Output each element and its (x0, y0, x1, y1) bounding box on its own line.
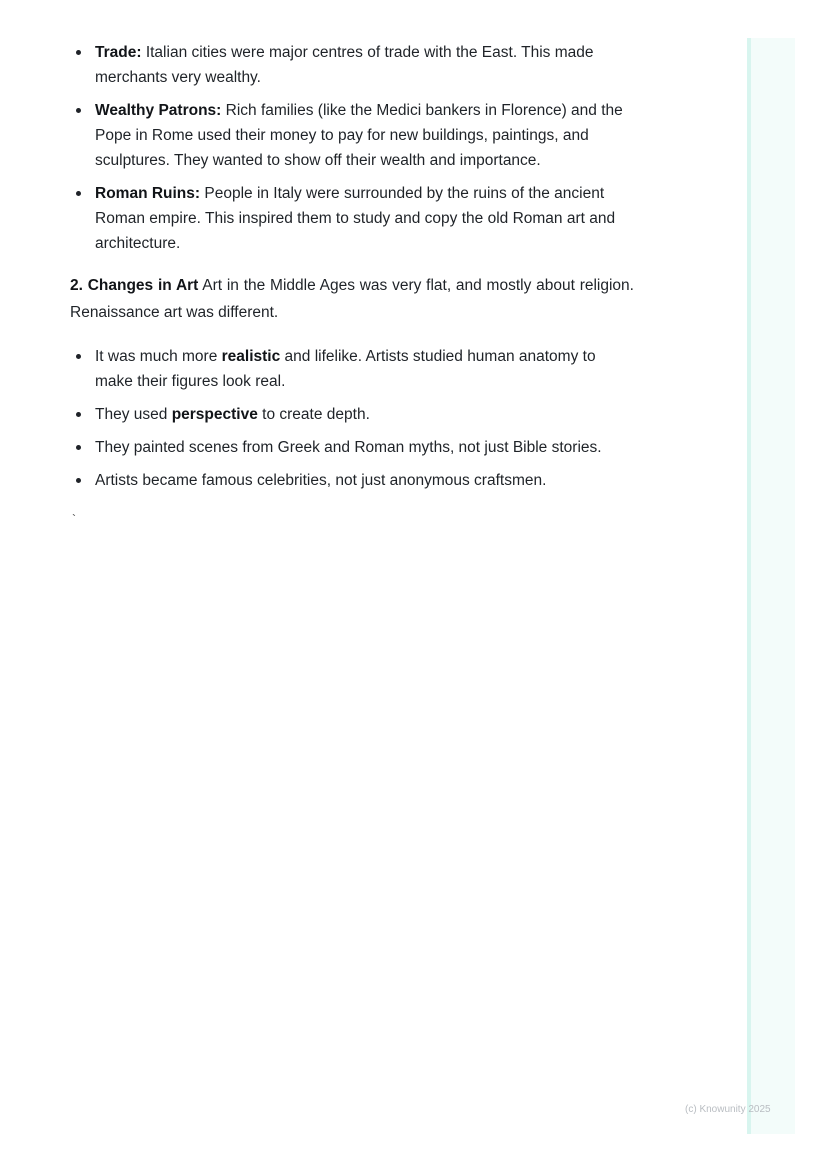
changes-list (70, 344, 634, 493)
list-item (70, 344, 634, 394)
list-item-text: Artists became famous celebrities, not just anonymous craftsmen. (95, 472, 547, 489)
list-item-text: They painted scenes from Greek and Roman myths, not just Bible stories. (95, 439, 602, 456)
bullet (76, 191, 81, 196)
bullet (76, 108, 81, 113)
list-item (70, 468, 634, 493)
list-item (70, 435, 634, 460)
list-item-term: Trade: (95, 44, 142, 61)
list-item-ruins (70, 181, 634, 256)
copyright-footer: (c) Knowunity 2025 (685, 1104, 771, 1115)
list-item-text: Italian cities were major centres of trade with the East. This made merchants very wealthy. (95, 44, 594, 86)
list-item-text: They used (95, 406, 172, 423)
section-changes-in-art (70, 272, 634, 326)
right-margin-strip (747, 38, 795, 1134)
bullet (76, 354, 81, 359)
bullet (76, 445, 81, 450)
bullet (76, 50, 81, 55)
list-item-text: It was much more (95, 348, 222, 365)
section-heading: 2. Changes in Art (70, 277, 199, 294)
document-content (70, 40, 634, 501)
list-item-trade (70, 40, 634, 90)
list-item (70, 402, 634, 427)
list-item-emphasis: perspective (171, 406, 258, 423)
list-item-patrons (70, 98, 634, 173)
list-item-text: People in Italy were surrounded by the ruins of the ancient Roman empire. This inspired them to study and copy the old Roman art and architecture. (95, 185, 616, 252)
bullet (76, 478, 81, 483)
bullet (76, 412, 81, 417)
list-item-text: Rich families (like the Medici bankers in Florence) and the Pope in Rome used their money to pay for new buildings, paintings, and sculptures. They wanted to show off their wealth and importance. (95, 102, 623, 169)
section-text: Art in the Middle Ages was very flat, and mostly about religion. Renaissance art was different. (70, 277, 634, 321)
list-item-emphasis: realistic (221, 348, 281, 365)
factors-list (70, 40, 634, 256)
stray-backtick: ` (72, 512, 76, 526)
list-item-term: Wealthy Patrons: (95, 102, 222, 119)
list-item-term: Roman Ruins: (95, 185, 201, 202)
list-item-text: and lifelike. Artists studied human anatomy to make their figures look real. (95, 348, 596, 390)
list-item-text: to create depth. (257, 406, 370, 423)
